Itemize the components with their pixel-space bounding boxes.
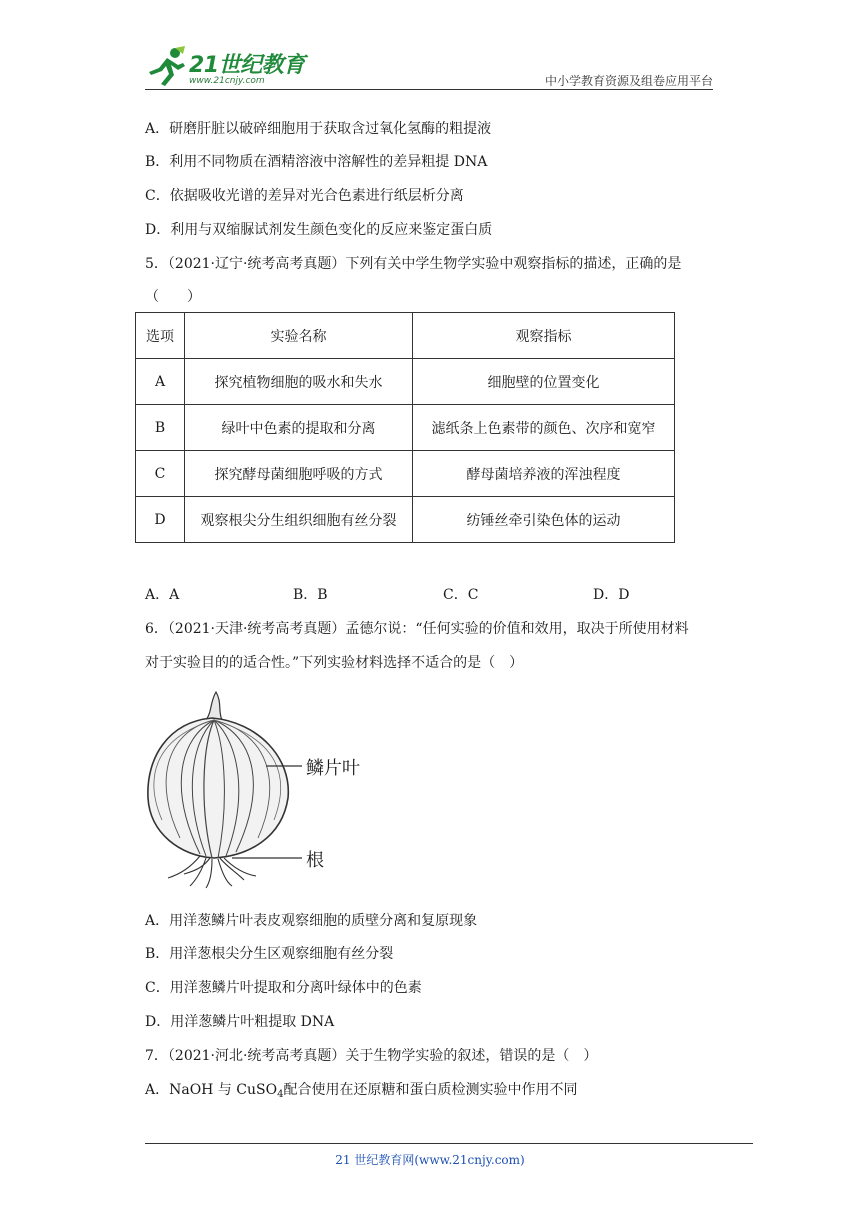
table-cell: A <box>136 359 185 405</box>
page-footer: 21 世纪教育网(www.21cnjy.com) <box>335 1153 525 1167</box>
q4-option-d: D．利用与双缩脲试剂发生颜色变化的反应来鉴定蛋白质 <box>145 222 493 238</box>
table-row <box>136 497 675 543</box>
q6-option-d: D．用洋葱鳞片叶粗提取 DNA <box>145 1014 335 1030</box>
header-divider <box>145 89 713 90</box>
q6-stem-line2: 对于实验目的的适合性。”下列实验材料选择不适合的是（ ） <box>145 655 524 671</box>
table-cell: 滤纸条上色素带的颜色、次序和宽窄 <box>413 405 675 451</box>
table-cell: 细胞壁的位置变化 <box>413 359 675 405</box>
table-row <box>136 359 675 405</box>
q6-option-c: C．用洋葱鳞片叶提取和分离叶绿体中的色素 <box>145 980 422 996</box>
table-row <box>136 405 675 451</box>
q5-answers <box>145 584 665 604</box>
q5-stem: 5．（2021·辽宁·统考高考真题）下列有关中学生物学实验中观察指标的描述，正确的是 <box>145 256 682 272</box>
q5-answer-c: C．C <box>443 587 479 603</box>
table-cell: 探究酵母菌细胞呼吸的方式 <box>185 451 413 497</box>
q7-stem: 7．（2021·河北·统考高考真题）关于生物学实验的叙述，错误的是（ ） <box>145 1048 598 1064</box>
q4-option-c: C．依据吸收光谱的差异对光合色素进行纸层析分离 <box>145 188 464 204</box>
platform-title: 中小学教育资源及组卷应用平台 <box>544 74 713 88</box>
table-cell: 观察根尖分生组织细胞有丝分裂 <box>185 497 413 543</box>
runner-logo-icon <box>145 46 189 88</box>
table-cell: C <box>136 451 185 497</box>
q7-option-a-sub: 4 <box>277 1089 284 1100</box>
q7-option-a-pre: A．NaOH 与 CuSO <box>145 1082 278 1098</box>
table-cell: 酵母菌培养液的浑浊程度 <box>413 451 675 497</box>
table-row <box>136 451 675 497</box>
label-scale-leaf: 鳞片叶 <box>306 758 360 779</box>
q5-answer-a: A．A <box>145 587 180 603</box>
site-logo <box>145 46 315 90</box>
table-cell: D <box>136 497 185 543</box>
logo-url: www.21cnjy.com <box>189 76 265 86</box>
q5-paren: （ ） <box>145 289 201 305</box>
q4-option-b: B．利用不同物质在酒精溶液中溶解性的差异粗提 DNA <box>145 154 488 170</box>
q7-option-a-post: 配合使用在还原糖和蛋白质检测实验中作用不同 <box>283 1082 578 1098</box>
table-header-row <box>136 313 675 359</box>
page-header <box>145 40 713 90</box>
q5-answer-d: D．D <box>593 587 630 603</box>
q6-option-a: A．用洋葱鳞片叶表皮观察细胞的质壁分离和复原现象 <box>145 913 478 929</box>
onion-illustration <box>140 688 380 890</box>
table-cell: 纺锤丝牵引染色体的运动 <box>413 497 675 543</box>
q5-answer-b: B．B <box>293 587 328 603</box>
q5-table <box>135 312 675 543</box>
onion-figure <box>140 688 380 890</box>
table-cell: 绿叶中色素的提取和分离 <box>185 405 413 451</box>
table-header-cell: 观察指标 <box>413 313 675 359</box>
table-cell: B <box>136 405 185 451</box>
logo-text: 21世纪教育 <box>189 53 305 78</box>
table-header-cell: 实验名称 <box>185 313 413 359</box>
label-root: 根 <box>306 850 324 871</box>
table-cell: 探究植物细胞的吸水和失水 <box>185 359 413 405</box>
table-header-cell: 选项 <box>136 313 185 359</box>
q4-option-a: A．研磨肝脏以破碎细胞用于获取含过氧化氢酶的粗提液 <box>145 121 492 137</box>
q7-option-a <box>145 1079 577 1100</box>
q6-stem-line1: 6．（2021·天津·统考高考真题）孟德尔说：“任何实验的价值和效用，取决于所使用材料 <box>145 621 689 637</box>
footer-divider <box>145 1143 753 1144</box>
q6-option-b: B．用洋葱根尖分生区观察细胞有丝分裂 <box>145 946 394 962</box>
